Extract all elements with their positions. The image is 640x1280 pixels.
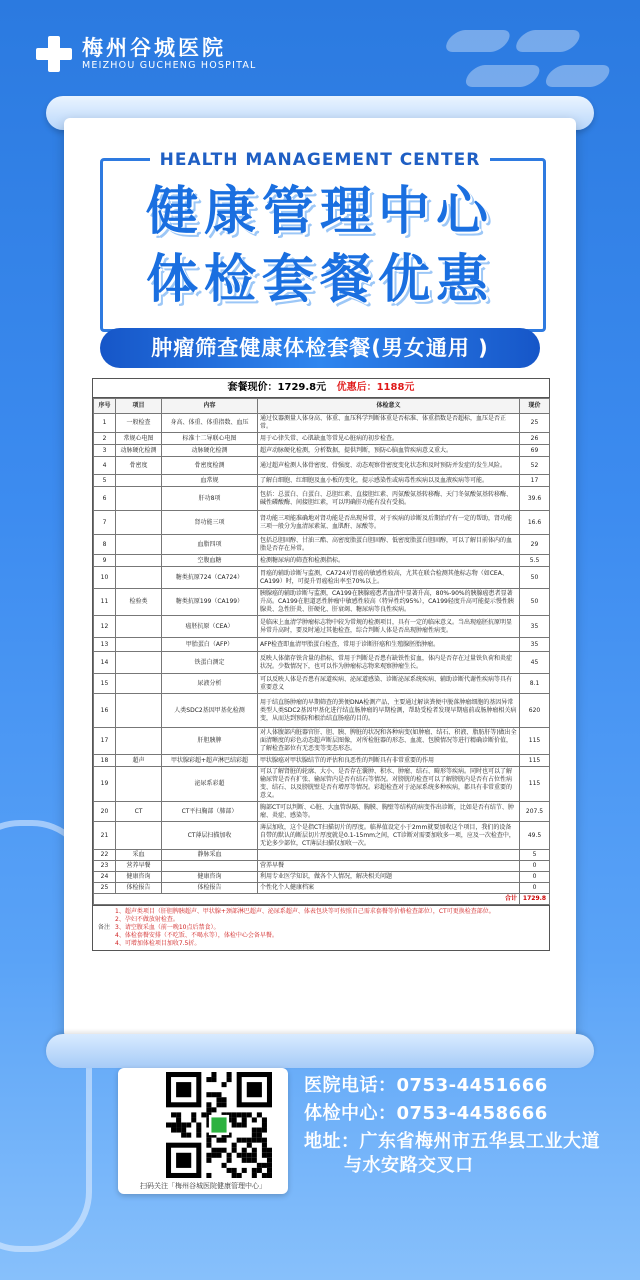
header-category: 项目 [116, 399, 162, 414]
cell-content: 人类SDC2基因甲基化检测 [162, 694, 258, 728]
table-row [94, 555, 550, 567]
address-line-1: 地址：广东省梅州市五华县工业大道 [304, 1131, 600, 1152]
note-item: 1、超声类项目（肝胆脾胰超声、甲状腺+颈部淋巴超声、泌尿系超声、体表包块等可按照自己需求套餐等价格检查部位），CT可更换检查部位。 [115, 908, 495, 915]
cell-no: 25 [94, 883, 116, 894]
current-price: 套餐现价：1729.8元 [227, 382, 327, 393]
cell-content: 空腹血糖 [162, 555, 258, 567]
cell-price: 29 [520, 535, 550, 555]
package-table [92, 378, 550, 951]
cell-content: 静脉采血 [162, 850, 258, 861]
cell-meaning: 甲状腺癌对甲状腺结节的评估和良恶性的判断具有非常重要的作用 [258, 755, 520, 767]
cell-content: 血常规 [162, 475, 258, 487]
cell-content: 肾功能三项 [162, 511, 258, 535]
cell-no: 22 [94, 850, 116, 861]
header-no: 序号 [94, 399, 116, 414]
note-item: 3、请空腹采血（前一晚10点后禁食）。 [115, 924, 220, 931]
cell-no: 11 [94, 589, 116, 616]
price-line [93, 379, 549, 398]
cell-no: 3 [94, 445, 116, 457]
cell-no: 16 [94, 694, 116, 728]
cell-meaning: 营养早餐 [258, 861, 520, 872]
table-row [94, 414, 550, 433]
cell-category [116, 487, 162, 511]
cell-meaning: 肾功能三项能准确地对肾功能是否出现异常，对于疾病的诊断及后期治疗有一定的帮助，肾功能三项一般分为血清尿素氮、血肌酐、尿酸等。 [258, 511, 520, 535]
cell-no: 6 [94, 487, 116, 511]
note-item: 4、可增加体检项目加收7.5折。 [115, 940, 201, 947]
cell-price: 620 [520, 694, 550, 728]
table-row [94, 433, 550, 445]
hospital-name-cn: 梅州谷城医院 [82, 36, 226, 60]
table-row [94, 850, 550, 861]
cell-category: 营养早餐 [116, 861, 162, 872]
cell-content: 健康咨询 [162, 872, 258, 883]
cell-category [116, 535, 162, 555]
title-line-1: 健康管理中心 [145, 182, 494, 242]
cell-no: 17 [94, 728, 116, 755]
table-row [94, 755, 550, 767]
cell-no: 2 [94, 433, 116, 445]
cell-content: 糖类抗原199（CA199） [162, 589, 258, 616]
table-row [94, 802, 550, 822]
cell-meaning: 了解白细胞、红细胞及血小板的变化，提示感染性或病毒性疾病以及血液疾病等可能。 [258, 475, 520, 487]
cell-content: 体检报告 [162, 883, 258, 894]
cell-content: 标准十二导联心电图 [162, 433, 258, 445]
table-row [94, 861, 550, 872]
cell-price: 25 [520, 414, 550, 433]
cell-category [116, 616, 162, 638]
cell-meaning: 个性化个人健康档案 [258, 883, 520, 894]
cell-price: 45 [520, 652, 550, 674]
cell-content [162, 861, 258, 872]
cell-meaning: 可以了解肾脏的轮廓、大小、是否存在囊肿、积水、肿瘤、结石、畸形等疾病。同时也可以了解输尿管是否有扩张、输尿管内是否有结石等情况。对膀胱的检查可以了解膀胱内是否有占位性病变、结石、以及膀胱壁是否有增厚等情况。彩超检查对于泌尿系统多种疾病，都具有非常重要的意义。 [258, 767, 520, 802]
cell-category: 采血 [116, 850, 162, 861]
cell-content: 肝功8项 [162, 487, 258, 511]
cell-meaning: 超声动脉硬化检测，分析数据，提供判断，预防心脑血管疾病意义重大。 [258, 445, 520, 457]
scroll-roller-bottom [46, 1034, 594, 1068]
table-row [94, 457, 550, 475]
note-item: 2、孕妇不做放射检查。 [115, 916, 179, 923]
cell-meaning: 包括总胆固醇、甘油三酯、高密度脂蛋白胆固醇、低密度脂蛋白胆固醇，可以了解目前体内的血脂是否存在异常。 [258, 535, 520, 555]
hospital-cross-icon [34, 34, 74, 74]
cell-no: 21 [94, 822, 116, 850]
cell-meaning [258, 850, 520, 861]
cell-category [116, 638, 162, 652]
hospital-logo [34, 34, 257, 74]
cell-no: 8 [94, 535, 116, 555]
cell-no: 5 [94, 475, 116, 487]
cell-price: 0 [520, 872, 550, 883]
total-value: 1729.8 [520, 894, 550, 905]
table-row [94, 883, 550, 894]
title-line-2: 体检套餐优惠 [145, 250, 494, 310]
hospital-name-en: MEIZHOU GUCHENG HOSPITAL [82, 60, 257, 71]
cell-price: 5 [520, 850, 550, 861]
cell-category [116, 555, 162, 567]
cell-content: 动脉硬化检测 [162, 445, 258, 457]
cell-price: 26 [520, 433, 550, 445]
cell-price: 16.6 [520, 511, 550, 535]
hospital-phone: 医院电话：0753-4451666 [304, 1075, 548, 1096]
table-row [94, 487, 550, 511]
cell-price: 35 [520, 638, 550, 652]
cell-no: 9 [94, 555, 116, 567]
cell-no: 13 [94, 638, 116, 652]
cell-price: 52 [520, 457, 550, 475]
cell-category: 骨密度 [116, 457, 162, 475]
cell-price: 50 [520, 589, 550, 616]
table-row [94, 767, 550, 802]
table-row [94, 535, 550, 555]
cell-category [116, 728, 162, 755]
header-meaning: 体检意义 [258, 399, 520, 414]
cell-meaning: 可以反映人体是否患有尿道疾病、泌尿道感染、诊断泌尿系统疾病、辅助诊断代谢性疾病等具有重要意义 [258, 674, 520, 694]
cell-no: 14 [94, 652, 116, 674]
cell-no: 7 [94, 511, 116, 535]
cell-content: 甲胎蛋白（AFP） [162, 638, 258, 652]
cell-no: 15 [94, 674, 116, 694]
cell-price: 0 [520, 861, 550, 872]
cell-meaning: 反映人体储存铁含量的指标，常用于判断是否患有缺铁性贫血，体内是否存在过量铁负荷和炎症状况。少数情况下，也可以作为肿瘤标志物来观察肿瘤生长。 [258, 652, 520, 674]
cell-category: 常规心电图 [116, 433, 162, 445]
note-item: 4、体检套餐安排（不吃饭、不喝水等），体检中心会备早餐。 [115, 932, 278, 939]
cell-no: 4 [94, 457, 116, 475]
center-name-en: HEALTH MANAGEMENT CENTER [150, 150, 490, 170]
total-row [94, 894, 550, 905]
table-row [94, 616, 550, 638]
cell-meaning: 检测糖尿病的筛查和检测指标。 [258, 555, 520, 567]
cell-price: 39.6 [520, 487, 550, 511]
cell-meaning: 包括：总蛋白、白蛋白、总胆红素、直接胆红素、丙氨酸氨基转移酶、天门冬氨酸氨基转移酶、碱性磷酸酶、间接胆红素，可以明确肝功能有没有受损。 [258, 487, 520, 511]
cell-content: 血脂四项 [162, 535, 258, 555]
cell-category: 动脉硬化检测 [116, 445, 162, 457]
header-content: 内容 [162, 399, 258, 414]
cell-price: 115 [520, 755, 550, 767]
cell-no: 10 [94, 567, 116, 589]
cell-content: 肝胆胰脾 [162, 728, 258, 755]
cell-meaning: 薄层加收，这个是指CT扫描切片的厚度。临界值设定小于2mm就要加收这个项目，我们的设备自带的默认的断层切片厚度就是0.1-15mm之间，CT诊断对需要加收多一项，应及一次检查中，无论多少部位，CT薄层扫描仅加收一次。 [258, 822, 520, 850]
qr-caption: 扫码关注「梅州谷城医院健康管理中心」 [140, 1182, 266, 1190]
cell-meaning: 是临床上血清学肿瘤标志物中较为常规的检测项目，具有一定的临床意义。当出现癌胚抗原明显异常升高时，要及时通过其他检查，综合判断人体是否出现肿瘤性病变。 [258, 616, 520, 638]
cell-price: 8.1 [520, 674, 550, 694]
cell-content: CT平扫胸部（肺部） [162, 802, 258, 822]
exam-items-table [93, 398, 550, 905]
cell-content: 骨密度检测 [162, 457, 258, 475]
cell-price: 50 [520, 567, 550, 589]
cell-meaning: 利用专业医学知识，做各个人情况，解决相关问题 [258, 872, 520, 883]
table-row [94, 674, 550, 694]
table-row [94, 589, 550, 616]
cell-category [116, 822, 162, 850]
table-row [94, 567, 550, 589]
cell-no: 1 [94, 414, 116, 433]
cell-price: 35 [520, 616, 550, 638]
table-row [94, 872, 550, 883]
cell-meaning: 胃癌的辅助诊断与监测，CA724对胃癌的敏感性较高，尤其在联合检测其他标志物（如CEA、CA199）时，可提升胃癌检出率至70%以上。 [258, 567, 520, 589]
cell-no: 24 [94, 872, 116, 883]
cell-content: 糖类抗原724（CA724） [162, 567, 258, 589]
cell-meaning: AFP检查即血清甲胎蛋白检查，常用于诊断肝癌和生殖腺胚胎肿瘤。 [258, 638, 520, 652]
cell-category [116, 694, 162, 728]
cell-price: 69 [520, 445, 550, 457]
cell-no: 19 [94, 767, 116, 802]
table-row [94, 822, 550, 850]
cell-content: 铁蛋白测定 [162, 652, 258, 674]
cell-category [116, 567, 162, 589]
cell-price: 0 [520, 883, 550, 894]
notes-title: 备注 [97, 924, 110, 931]
cell-no: 23 [94, 861, 116, 872]
table-body [94, 414, 550, 905]
cell-meaning: 胰腺癌的辅助诊断与监测，CA199在胰腺癌患者血清中显著升高，80%-90%的胰腺癌患者显著升高。CA199在胆道恶性肿瘤中敏感性较高（特异性约95%），CA199轻度升高可能提示慢性胰腺炎、急性肝炎、肝硬化、肝衰竭、糖尿病等良性疾病。 [258, 589, 520, 616]
cell-no: 20 [94, 802, 116, 822]
cell-no: 12 [94, 616, 116, 638]
cell-category [116, 652, 162, 674]
cell-price: 5.5 [520, 555, 550, 567]
cell-price: 49.5 [520, 822, 550, 850]
table-row [94, 475, 550, 487]
qr-code[interactable] [166, 1072, 272, 1178]
cell-category [116, 475, 162, 487]
cell-price: 207.5 [520, 802, 550, 822]
notes [93, 905, 549, 950]
table-row [94, 638, 550, 652]
address-line-2: 与水安路交叉口 [344, 1155, 474, 1176]
cell-content: 甲状腺彩超+超声淋巴结彩超 [162, 755, 258, 767]
cell-category: CT [116, 802, 162, 822]
cell-meaning: 对人体腹部内脏器官肝、胆、胰、脾脏的状况和各种病变(如肿瘤、结石、积液、脂肪肝等)做出全面清晰度的彩色动态超声断层图像，对所检脏器的形态、血流、包膜情况等进行精确诊断价值，了解检查部位有无恶变等变态形态。 [258, 728, 520, 755]
cell-price: 17 [520, 475, 550, 487]
cell-category: 一般检查 [116, 414, 162, 433]
total-label: 合计 [94, 894, 520, 905]
cell-category: 检验类 [116, 589, 162, 616]
cell-meaning: 胸部CT可以判断、心脏、大血管纵隔、胸膜、胸壁等结构的病变作出诊断，比如是否有结节、肿瘤、炎症、感染等。 [258, 802, 520, 822]
cell-content: CT薄层扫描加收 [162, 822, 258, 850]
cell-category: 超声 [116, 755, 162, 767]
cell-meaning: 通过超声检测人体骨密度、骨强度、动态观察骨密度变化状态和及时预防并发症的发生风险。 [258, 457, 520, 475]
cell-content: 泌尿系彩超 [162, 767, 258, 802]
table-row [94, 652, 550, 674]
table-header-row [94, 399, 550, 414]
cell-meaning: 用于结直肠肿瘤的早期筛查的粪便DNA检测产品，主要通过解读粪便中脱落肿瘤细胞的基因异常类型人类SDC2基因甲基化进行结直肠肿瘤的早期检测，帮助受检者发现早期癌前或肠肿瘤相关病变，从而达到预防和根治结直肠癌的目的。 [258, 694, 520, 728]
table-row [94, 694, 550, 728]
package-subtitle: 肿瘤筛查健康体检套餐(男女通用 ) [100, 328, 540, 368]
cell-meaning: 通过仪器测量人体身高、体重、血压科学判断体重是否标准、体重指数是否超标，血压是否正常。 [258, 414, 520, 433]
cell-category [116, 511, 162, 535]
cell-category [116, 767, 162, 802]
table-row [94, 445, 550, 457]
cell-content: 癌胚抗原（CEA） [162, 616, 258, 638]
cell-category: 体检报告 [116, 883, 162, 894]
cell-price: 115 [520, 728, 550, 755]
notes-list [115, 908, 549, 948]
cell-category: 健康咨询 [116, 872, 162, 883]
cell-content: 身高、体重、体重指数、血压 [162, 414, 258, 433]
discount-price: 优惠后：1188元 [336, 382, 415, 393]
cell-category [116, 674, 162, 694]
cell-no: 18 [94, 755, 116, 767]
cell-price: 115 [520, 767, 550, 802]
cell-content: 尿液分析 [162, 674, 258, 694]
cell-meaning: 用于心律失常、心肌缺血等常见心脏病的初步检查。 [258, 433, 520, 445]
table-row [94, 511, 550, 535]
header-price: 现价 [520, 399, 550, 414]
table-row [94, 728, 550, 755]
center-phone: 体检中心：0753-4458666 [304, 1103, 548, 1124]
